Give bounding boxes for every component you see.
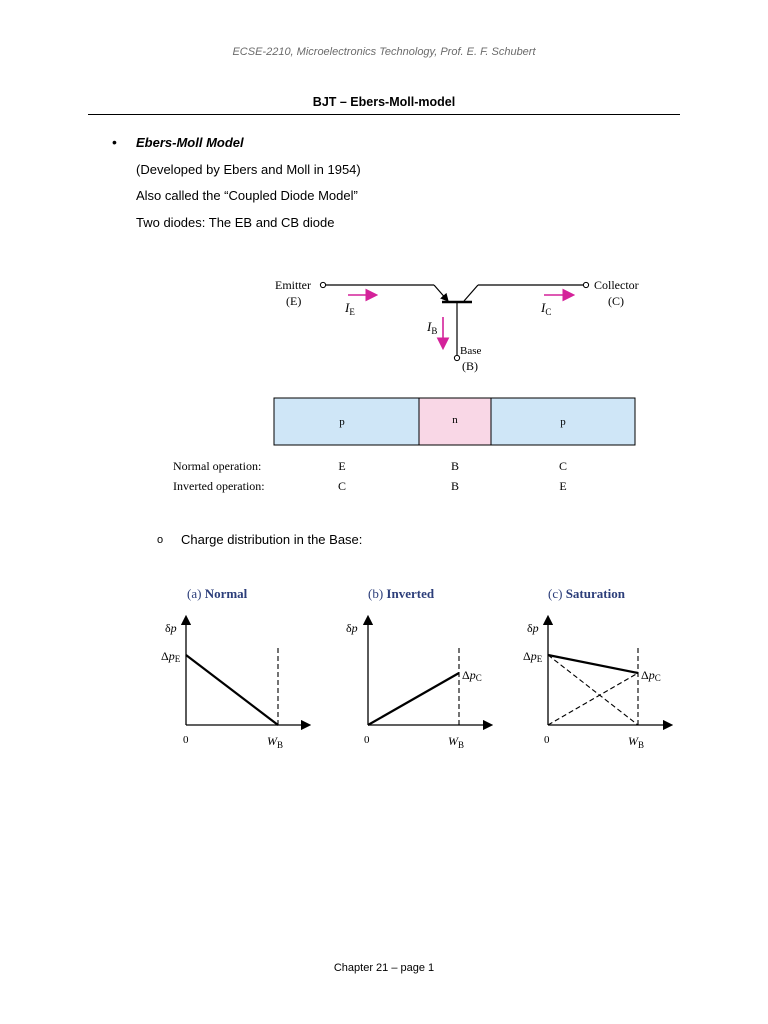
base-symbol: (B) bbox=[462, 359, 478, 373]
ib-label: $I_B$ bbox=[427, 319, 438, 336]
normal-operation-label: Normal operation: bbox=[173, 459, 262, 473]
ie-label: $I_E$ bbox=[345, 300, 355, 317]
panel-normal bbox=[161, 586, 306, 750]
panel-inverted bbox=[346, 586, 488, 750]
collector-label: Collector bbox=[594, 278, 639, 292]
inverted-component-line bbox=[548, 673, 638, 725]
charge-distribution-figure bbox=[160, 580, 680, 762]
normal-base-cell: B bbox=[450, 459, 460, 473]
region-label-p: p bbox=[560, 416, 566, 428]
charge-profile-line bbox=[186, 655, 278, 725]
origin-label: 0 bbox=[364, 734, 370, 746]
origin-label: 0 bbox=[544, 734, 550, 746]
section-heading: Ebers-Moll Model bbox=[136, 135, 244, 150]
panel-title-normal: (a) Normal bbox=[187, 586, 248, 601]
delta-pe-label: ΔpE bbox=[523, 649, 543, 664]
collector-lead bbox=[464, 285, 478, 301]
title-rule bbox=[88, 114, 680, 115]
region-label-p: p bbox=[339, 416, 345, 428]
emitter-symbol: (E) bbox=[286, 294, 302, 308]
page-title: BJT – Ebers-Moll-model bbox=[312, 95, 456, 109]
page-header: ECSE-2210, Microelectronics Technology, Prof. E. F. Schubert bbox=[232, 46, 536, 58]
y-axis-label: δp bbox=[165, 621, 177, 635]
wb-label: $W_B$ bbox=[628, 734, 645, 750]
panel-saturation bbox=[523, 586, 668, 750]
charge-plots bbox=[160, 580, 680, 762]
bullet-dot: • bbox=[112, 134, 117, 150]
delta-pe-label: ΔpE bbox=[161, 649, 181, 664]
wb-label: $W_B$ bbox=[267, 734, 284, 750]
inverted-emitter-cell: C bbox=[337, 479, 347, 493]
delta-pc-label: ΔpC bbox=[641, 668, 661, 683]
collector-symbol: (C) bbox=[608, 294, 624, 308]
charge-profile-line bbox=[548, 655, 638, 673]
intro-line: Two diodes: The EB and CB diode bbox=[136, 215, 335, 230]
origin-label: 0 bbox=[183, 734, 189, 746]
ic-label: $I_C$ bbox=[541, 300, 552, 317]
normal-emitter-cell: E bbox=[338, 459, 346, 473]
normal-component-line bbox=[548, 655, 638, 725]
emitter-p-region bbox=[274, 398, 419, 445]
base-label: Base bbox=[460, 345, 482, 357]
collector-terminal bbox=[583, 282, 588, 287]
page-footer: Chapter 21 – page 1 bbox=[333, 962, 435, 974]
inverted-operation-label: Inverted operation: bbox=[173, 479, 265, 493]
base-terminal bbox=[454, 355, 459, 360]
bjt-diagram bbox=[172, 268, 644, 498]
delta-pc-label: ΔpC bbox=[462, 668, 482, 683]
charge-profile-line bbox=[368, 673, 459, 725]
y-axis-label: δp bbox=[527, 621, 539, 635]
panel-title-saturation: (c) Saturation bbox=[548, 586, 625, 601]
y-axis-label: δp bbox=[346, 621, 358, 635]
emitter-terminal bbox=[320, 282, 325, 287]
wb-label: $W_B$ bbox=[448, 734, 465, 750]
region-label-n: n bbox=[452, 414, 458, 426]
emitter-lead bbox=[434, 285, 448, 301]
sub-bullet-text: Charge distribution in the Base: bbox=[181, 532, 363, 547]
intro-line: (Developed by Ebers and Moll in 1954) bbox=[136, 162, 361, 177]
inverted-base-cell: B bbox=[450, 479, 460, 493]
sub-bullet-marker: o bbox=[157, 534, 164, 546]
emitter-label: Emitter bbox=[275, 278, 311, 292]
panel-title-inverted: (b) Inverted bbox=[368, 586, 435, 601]
inverted-collector-cell: E bbox=[559, 479, 567, 493]
normal-collector-cell: C bbox=[558, 459, 568, 473]
bjt-figure bbox=[172, 268, 644, 498]
intro-line: Also called the “Coupled Diode Model” bbox=[136, 188, 358, 203]
